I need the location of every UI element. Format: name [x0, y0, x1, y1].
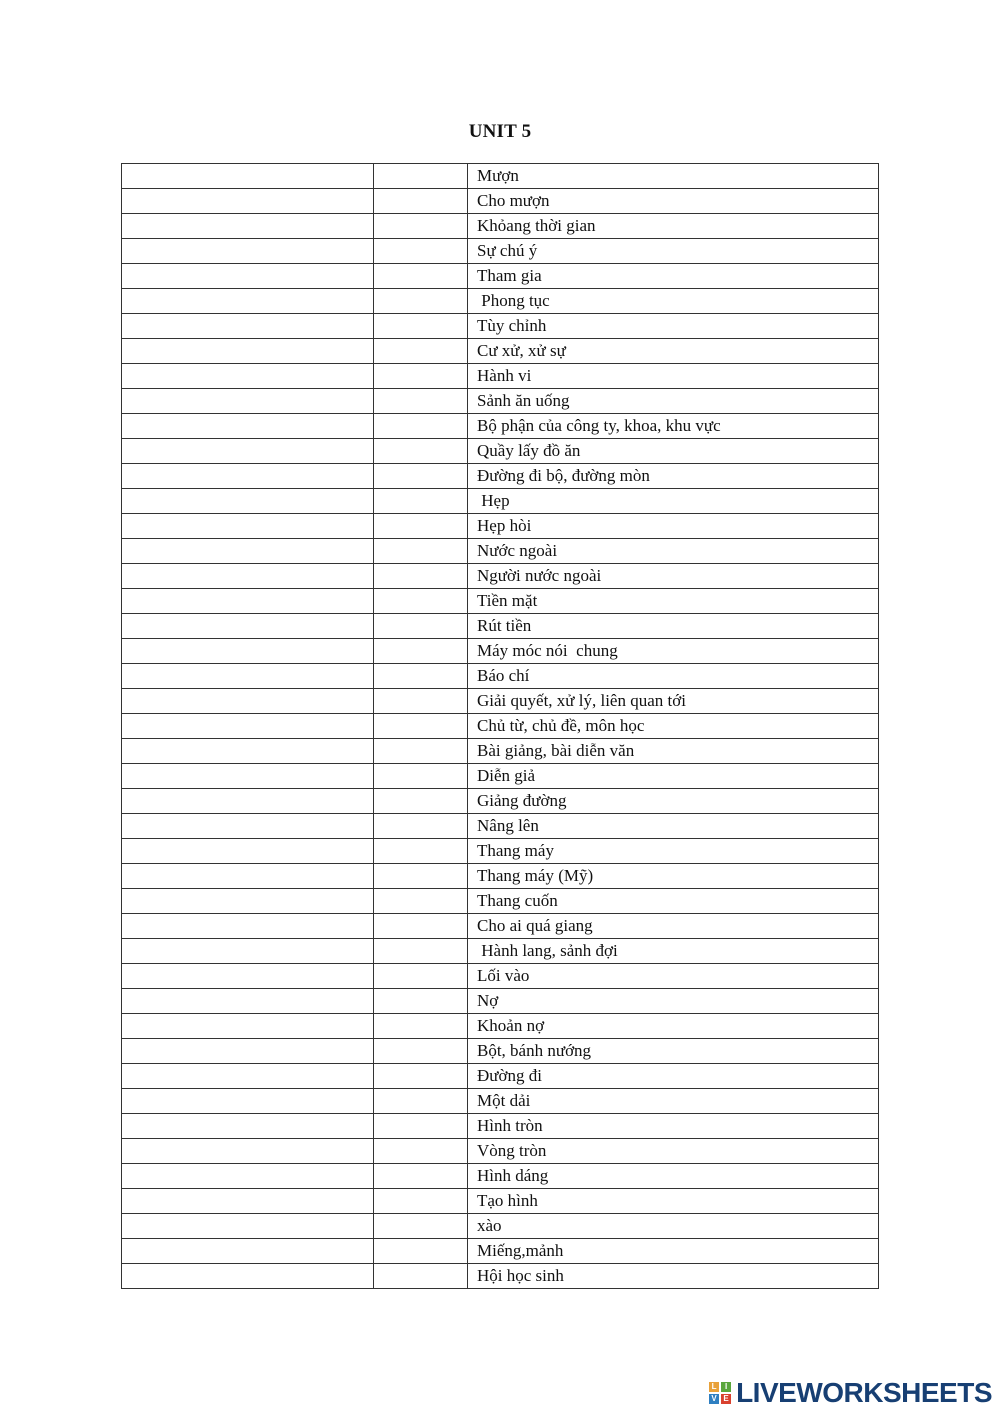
table-row — [122, 514, 879, 539]
word-answer-cell[interactable] — [122, 639, 374, 664]
liveworksheets-logo — [709, 1378, 992, 1408]
word-type-cell[interactable] — [374, 739, 468, 764]
meaning-cell: Giảng đường — [468, 789, 879, 814]
word-answer-cell[interactable] — [122, 764, 374, 789]
word-answer-cell[interactable] — [122, 914, 374, 939]
meaning-cell: Sảnh ăn uống — [468, 389, 879, 414]
meaning-cell: Sự chú ý — [468, 239, 879, 264]
word-type-cell[interactable] — [374, 789, 468, 814]
meaning-cell: Mượn — [468, 164, 879, 189]
word-type-cell[interactable] — [374, 1164, 468, 1189]
meaning-cell: Bài giảng, bài diễn văn — [468, 739, 879, 764]
word-answer-cell[interactable] — [122, 464, 374, 489]
meaning-cell: Bột, bánh nướng — [468, 1039, 879, 1064]
word-type-cell[interactable] — [374, 439, 468, 464]
word-answer-cell[interactable] — [122, 564, 374, 589]
vocabulary-table — [121, 163, 879, 1289]
table-row — [122, 489, 879, 514]
meaning-cell: Chủ từ, chủ đề, môn học — [468, 714, 879, 739]
table-row — [122, 939, 879, 964]
logo-text: LIVEWORKSHEETS — [736, 1377, 992, 1408]
table-row — [122, 1064, 879, 1089]
word-type-cell[interactable] — [374, 514, 468, 539]
word-answer-cell[interactable] — [122, 164, 374, 189]
meaning-cell: Quầy lấy đồ ăn — [468, 439, 879, 464]
table-row — [122, 1039, 879, 1064]
table-row — [122, 639, 879, 664]
table-row — [122, 864, 879, 889]
word-type-cell[interactable] — [374, 664, 468, 689]
meaning-cell: Lối vào — [468, 964, 879, 989]
word-answer-cell[interactable] — [122, 664, 374, 689]
table-row — [122, 1239, 879, 1264]
meaning-cell: Máy móc nói chung — [468, 639, 879, 664]
word-type-cell[interactable] — [374, 1039, 468, 1064]
word-type-cell[interactable] — [374, 914, 468, 939]
word-type-cell[interactable] — [374, 889, 468, 914]
word-type-cell[interactable] — [374, 539, 468, 564]
meaning-cell: Báo chí — [468, 664, 879, 689]
word-answer-cell[interactable] — [122, 1239, 374, 1264]
meaning-cell: Rút tiền — [468, 614, 879, 639]
word-type-cell[interactable] — [374, 964, 468, 989]
meaning-cell: Giải quyết, xử lý, liên quan tới — [468, 689, 879, 714]
word-type-cell[interactable] — [374, 1014, 468, 1039]
word-type-cell[interactable] — [374, 314, 468, 339]
table-row — [122, 964, 879, 989]
meaning-cell: Tiền mặt — [468, 589, 879, 614]
word-type-cell[interactable] — [374, 839, 468, 864]
word-type-cell[interactable] — [374, 1264, 468, 1289]
word-type-cell[interactable] — [374, 339, 468, 364]
word-answer-cell[interactable] — [122, 714, 374, 739]
table-row — [122, 839, 879, 864]
word-answer-cell[interactable] — [122, 739, 374, 764]
table-row — [122, 714, 879, 739]
table-row — [122, 664, 879, 689]
word-answer-cell[interactable] — [122, 689, 374, 714]
logo-letter-block: E — [721, 1394, 731, 1404]
word-answer-cell[interactable] — [122, 839, 374, 864]
table-row — [122, 314, 879, 339]
meaning-cell: Một dải — [468, 1089, 879, 1114]
table-row — [122, 164, 879, 189]
word-type-cell[interactable] — [374, 464, 468, 489]
table-row — [122, 1214, 879, 1239]
meaning-cell: Cho ai quá giang — [468, 914, 879, 939]
word-type-cell[interactable] — [374, 614, 468, 639]
vocabulary-table-body — [122, 164, 879, 1289]
word-type-cell[interactable] — [374, 1064, 468, 1089]
meaning-cell: Phong tục — [468, 289, 879, 314]
meaning-cell: Thang cuốn — [468, 889, 879, 914]
table-row — [122, 239, 879, 264]
word-answer-cell[interactable] — [122, 1164, 374, 1189]
word-answer-cell[interactable] — [122, 939, 374, 964]
table-row — [122, 389, 879, 414]
word-type-cell[interactable] — [374, 164, 468, 189]
table-row — [122, 989, 879, 1014]
word-answer-cell[interactable] — [122, 364, 374, 389]
word-answer-cell[interactable] — [122, 989, 374, 1014]
word-answer-cell[interactable] — [122, 539, 374, 564]
table-row — [122, 1264, 879, 1289]
table-row — [122, 1189, 879, 1214]
word-answer-cell[interactable] — [122, 214, 374, 239]
word-answer-cell[interactable] — [122, 1189, 374, 1214]
meaning-cell: Khỏang thời gian — [468, 214, 879, 239]
word-answer-cell[interactable] — [122, 414, 374, 439]
meaning-cell: Nước ngoài — [468, 539, 879, 564]
table-row — [122, 1164, 879, 1189]
word-answer-cell[interactable] — [122, 239, 374, 264]
table-row — [122, 189, 879, 214]
table-row — [122, 1139, 879, 1164]
word-type-cell[interactable] — [374, 264, 468, 289]
table-row — [122, 439, 879, 464]
word-type-cell[interactable] — [374, 1089, 468, 1114]
meaning-cell: Hình dáng — [468, 1164, 879, 1189]
logo-letter-block: L — [709, 1382, 719, 1392]
word-answer-cell[interactable] — [122, 264, 374, 289]
word-type-cell[interactable] — [374, 189, 468, 214]
table-row — [122, 214, 879, 239]
meaning-cell: Hẹp hòi — [468, 514, 879, 539]
table-row — [122, 339, 879, 364]
meaning-cell: Cho mượn — [468, 189, 879, 214]
table-row — [122, 814, 879, 839]
page-title: UNIT 5 — [468, 121, 532, 142]
meaning-cell: Tham gia — [468, 264, 879, 289]
word-answer-cell[interactable] — [122, 189, 374, 214]
word-type-cell[interactable] — [374, 214, 468, 239]
word-type-cell[interactable] — [374, 689, 468, 714]
word-answer-cell[interactable] — [122, 964, 374, 989]
word-type-cell[interactable] — [374, 939, 468, 964]
word-type-cell[interactable] — [374, 414, 468, 439]
word-answer-cell[interactable] — [122, 389, 374, 414]
meaning-cell: Thang máy — [468, 839, 879, 864]
word-answer-cell[interactable] — [122, 589, 374, 614]
word-type-cell[interactable] — [374, 639, 468, 664]
logo-letter-block: I — [721, 1382, 731, 1392]
word-answer-cell[interactable] — [122, 1039, 374, 1064]
word-type-cell[interactable] — [374, 489, 468, 514]
meaning-cell: Đường đi bộ, đường mòn — [468, 464, 879, 489]
meaning-cell: Đường đi — [468, 1064, 879, 1089]
meaning-cell: Hành lang, sảnh đợi — [468, 939, 879, 964]
table-row — [122, 589, 879, 614]
word-type-cell[interactable] — [374, 989, 468, 1014]
word-type-cell[interactable] — [374, 814, 468, 839]
word-type-cell[interactable] — [374, 1239, 468, 1264]
table-row — [122, 364, 879, 389]
word-type-cell[interactable] — [374, 1214, 468, 1239]
table-row — [122, 789, 879, 814]
table-row — [122, 914, 879, 939]
meaning-cell: Hình tròn — [468, 1114, 879, 1139]
word-type-cell[interactable] — [374, 714, 468, 739]
word-answer-cell[interactable] — [122, 1114, 374, 1139]
meaning-cell: Diễn giả — [468, 764, 879, 789]
word-answer-cell[interactable] — [122, 489, 374, 514]
meaning-cell: Nợ — [468, 989, 879, 1014]
logo-letter-block: V — [709, 1394, 719, 1404]
table-row — [122, 764, 879, 789]
word-type-cell[interactable] — [374, 764, 468, 789]
table-row — [122, 264, 879, 289]
word-answer-cell[interactable] — [122, 864, 374, 889]
word-answer-cell[interactable] — [122, 314, 374, 339]
meaning-cell: Người nước ngoài — [468, 564, 879, 589]
word-answer-cell[interactable] — [122, 814, 374, 839]
meaning-cell: Hội học sinh — [468, 1264, 879, 1289]
word-type-cell[interactable] — [374, 1139, 468, 1164]
meaning-cell: xào — [468, 1214, 879, 1239]
word-type-cell[interactable] — [374, 564, 468, 589]
word-answer-cell[interactable] — [122, 614, 374, 639]
word-answer-cell[interactable] — [122, 1064, 374, 1089]
word-answer-cell[interactable] — [122, 1014, 374, 1039]
meaning-cell: Hẹp — [468, 489, 879, 514]
table-row — [122, 1114, 879, 1139]
word-type-cell[interactable] — [374, 364, 468, 389]
meaning-cell: Bộ phận của công ty, khoa, khu vực — [468, 414, 879, 439]
table-row — [122, 539, 879, 564]
word-answer-cell[interactable] — [122, 514, 374, 539]
meaning-cell: Hành vi — [468, 364, 879, 389]
meaning-cell: Khoản nợ — [468, 1014, 879, 1039]
word-type-cell[interactable] — [374, 289, 468, 314]
table-row — [122, 739, 879, 764]
word-answer-cell[interactable] — [122, 289, 374, 314]
word-type-cell[interactable] — [374, 589, 468, 614]
table-row — [122, 1014, 879, 1039]
meaning-cell: Nâng lên — [468, 814, 879, 839]
table-row — [122, 614, 879, 639]
word-type-cell[interactable] — [374, 1189, 468, 1214]
word-type-cell[interactable] — [374, 389, 468, 414]
word-answer-cell[interactable] — [122, 1089, 374, 1114]
word-type-cell[interactable] — [374, 1114, 468, 1139]
word-answer-cell[interactable] — [122, 1139, 374, 1164]
word-answer-cell[interactable] — [122, 339, 374, 364]
table-row — [122, 564, 879, 589]
meaning-cell: Thang máy (Mỹ) — [468, 864, 879, 889]
meaning-cell: Cư xử, xử sự — [468, 339, 879, 364]
meaning-cell: Miếng,mảnh — [468, 1239, 879, 1264]
meaning-cell: Tạo hình — [468, 1189, 879, 1214]
meaning-cell: Vòng tròn — [468, 1139, 879, 1164]
logo-icon — [709, 1382, 731, 1404]
word-answer-cell[interactable] — [122, 789, 374, 814]
word-answer-cell[interactable] — [122, 439, 374, 464]
table-row — [122, 1089, 879, 1114]
table-row — [122, 889, 879, 914]
table-row — [122, 464, 879, 489]
word-answer-cell[interactable] — [122, 1214, 374, 1239]
table-row — [122, 289, 879, 314]
word-type-cell[interactable] — [374, 864, 468, 889]
meaning-cell: Tùy chỉnh — [468, 314, 879, 339]
table-row — [122, 414, 879, 439]
word-answer-cell[interactable] — [122, 889, 374, 914]
word-type-cell[interactable] — [374, 239, 468, 264]
word-answer-cell[interactable] — [122, 1264, 374, 1289]
table-row — [122, 689, 879, 714]
